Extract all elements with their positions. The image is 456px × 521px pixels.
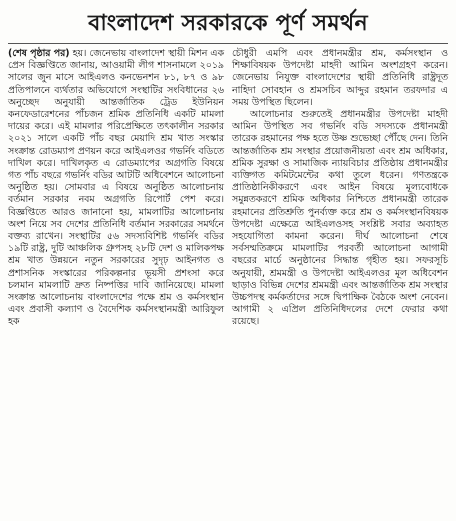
article-body <box>8 48 448 329</box>
headline: বাংলাদেশ সরকারকে পূর্ণ সমর্থন <box>88 10 368 36</box>
headline-divider <box>8 43 448 44</box>
right-paragraph-1: চৌধুরী এমপি এবং প্রধানমন্ত্রীর শ্রম, কর্মসংস্থান ও শিক্ষাবিষয়ক উপদেষ্টা মাহদী আমিন অংশগ্রহণ করেন। জেনেভায় নিযুক্ত বাংলাদেশের স্থায়ী প্রতিনিধি রাষ্ট্রদূত নাহিদা সোবহান ও শ্রমসচিব আব্দুর রহমান তরফদার এ সময় উপস্থিত ছিলেন। <box>232 48 448 108</box>
left-paragraph <box>8 48 224 329</box>
left-column <box>8 48 224 329</box>
right-column <box>232 48 448 329</box>
right-paragraph-2: আলোচনার শুরুতেই প্রধানমন্ত্রীর উপদেষ্টা মাহদী আমিন উপস্থিত সব গভর্নিং বডি সদস্যকে প্রধানমন্ত্রী তারেক রহমানের পক্ষ হতে উষ্ণ শুভেচ্ছা পৌঁছে দেন। তিনি আন্তর্জাতিক শ্রম সংস্থার প্রয়োজনীয়তা এবং শ্রম অধিকার, শ্রমিক সুরক্ষা ও সামাজিক ন্যায়বিচার প্রতিষ্ঠায় প্রধানমন্ত্রীর ব্যক্তিগত কমিটমেন্টের কথা তুলে ধরেন। গণতন্ত্রকে প্রাতিষ্ঠানিকীকরণে এবং আইন বিষয়ে মূল্যবোধকে সমুন্নতকরণে শ্রমিক অধিকার নিশ্চিতে প্রধানমন্ত্রী তারেক রহমানের প্রতিশ্রুতি পুনর্ব্যক্ত করে শ্রম ও কর্মসংস্থানবিষয়ক উপদেষ্টা এক্ষেত্রে আইএলওসহ সংশ্লিষ্ট সবার অব্যাহত সহযোগিতা কামনা করেন। দীর্ঘ আলোচনা শেষে সর্বসম্মতিক্রমে মামলাটির পরবর্তী আলোচনা আগামী বছরের মার্চে অনুষ্ঠানের সিদ্ধান্ত গৃহীত হয়। সফরসূচি অনুযায়ী, শ্রমমন্ত্রী ও উপদেষ্টা আইএলওর মূল অধিবেশন ছাড়াও বিভিন্ন দেশের শ্রমমন্ত্রী এবং আন্তর্জাতিক শ্রম সংস্থার উচ্চপদস্থ কর্মকর্তাদের সঙ্গে দ্বিপাক্ষিক বৈঠকে অংশ নেবেন। আগামী ২ এপ্রিল প্রতিনিধিদলের দেশে ফেরার কথা রয়েছে। <box>232 109 448 328</box>
left-column-text: হয়। জেনেভায় বাংলাদেশ স্থায়ী মিশন এক প্রেস বিজ্ঞপ্তিতে জানায়, আওয়ামী লীগ শাসনামলে ২০১৯ সালের জুন মাসে আইএলও কনভেনশন ৮১, ৮৭ ও ৯৮ প্রতিপালনে ব্যর্থতার অভিযোগে সংস্থাটির সংবিধানের ২৬ অনুচ্ছেদ অনুযায়ী আন্তর্জাতিক ট্রেড ইউনিয়ন কনফেডারেশনের পাঁচজন শ্রমিক প্রতিনিধি একটি মামলা দায়ের করে। এই মামলার পরিপ্রেক্ষিতে তৎকালীন সরকার ২০২১ সালে একটি পাঁচ বছর মেয়াদি শ্রম খাত সংস্কার সংক্রান্ত রোডম্যাপ প্রণয়ন করে আইএলওর গভর্নিং বডিতে দাখিল করে। দাখিলকৃত এ রোডম্যাপের অগ্রগতি বিষয়ে গত পাঁচ বছরে গভর্নিং বডির আটটি অধিবেশনে আলোচনা অনুষ্ঠিত হয়। সোমবার এ বিষয়ে অনুষ্ঠিত আলোচনায় বর্তমান সরকার নবম অগ্রগতি রিপোর্ট পেশ করে। বিজ্ঞপ্তিতে আরও জানানো হয়, মামলাটির আলোচনায় অংশ নিয়ে সব দেশের প্রতিনিধি বর্তমান সরকারের সমর্থনে বক্তব্য রাখেন। সংস্থাটির ৫৬ সদস্যবিশিষ্ট গভর্নিং বডির ১৯টি রাষ্ট্র, দুটি আঞ্চলিক গ্রুপসহ ২৮টি দেশ ও মালিকপক্ষ শ্রম খাত উন্নয়নে নতুন সরকারের সুদৃঢ় আইনগত ও প্রশাসনিক সংস্কারের পরিকল্পনার ভূয়সী প্রশংসা করে চলমান মামলাটি দ্রুত নিষ্পত্তির দাবি জানিয়েছে। মামলা সংক্রান্ত আলোচনায় বাংলাদেশের পক্ষে শ্রম ও কর্মসংস্থান এবং প্রবাসী কল্যাণ ও বৈদেশিক কর্মসংস্থানমন্ত্রী আরিফুল হক <box>8 48 224 328</box>
continuation-marker: (শেষ পৃষ্ঠার পর) <box>8 48 70 59</box>
